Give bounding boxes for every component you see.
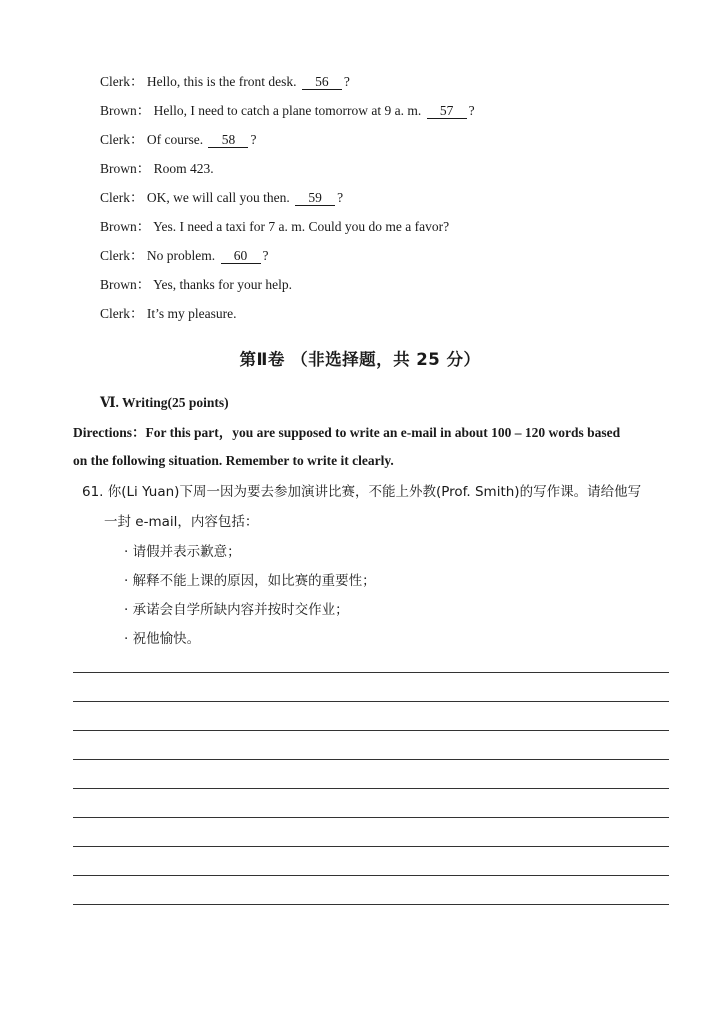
answer-line[interactable]	[73, 701, 669, 702]
line-text: Hello, this is the front desk.	[146, 74, 297, 89]
answer-line[interactable]	[73, 875, 669, 876]
answer-line[interactable]	[73, 788, 669, 789]
speaker: Brown：	[100, 219, 151, 234]
writing-heading: Ⅵ. Writing(25 points)	[100, 395, 229, 410]
answer-line[interactable]	[73, 817, 669, 818]
line-end: ?	[337, 190, 344, 205]
line-text: OK, we will call you then.	[146, 190, 290, 205]
task-point: · 解释不能上课的原因，如比赛的重要性；	[124, 573, 376, 589]
task-prompt-continued: 一封 e-mail，内容包括：	[104, 514, 259, 530]
answer-line[interactable]	[73, 759, 669, 760]
blank-60[interactable]: 60	[221, 248, 261, 264]
task-point: · 承诺会自学所缺内容并按时交作业；	[124, 602, 349, 618]
dialogue-line	[100, 160, 214, 178]
answer-line[interactable]	[73, 672, 669, 673]
speaker: Brown：	[100, 161, 151, 176]
line-text: No problem.	[146, 248, 216, 263]
answer-line[interactable]	[73, 846, 669, 847]
dialogue-line	[100, 276, 292, 294]
line-text: Room 423.	[153, 161, 214, 176]
line-end: ?	[250, 132, 257, 147]
line-end: ?	[468, 103, 475, 118]
dialogue-line	[100, 218, 449, 236]
answer-line[interactable]	[73, 730, 669, 731]
task-point: · 祝他愉快。	[124, 631, 201, 647]
blank-59[interactable]: 59	[295, 190, 335, 206]
blank-57[interactable]: 57	[427, 103, 467, 119]
dialogue-line	[100, 73, 350, 91]
directions-line-1: Directions：For this part，you are supposed to write an e-mail in about 100 – 120 words based	[73, 425, 621, 440]
section-title: 第Ⅱ卷 （非选择题，共 25 分）	[239, 350, 481, 369]
speaker: Clerk：	[100, 190, 144, 205]
speaker: Clerk：	[100, 248, 144, 263]
speaker: Clerk：	[100, 132, 144, 147]
line-end: ?	[343, 74, 350, 89]
line-text: Of course.	[146, 132, 204, 147]
blank-56[interactable]: 56	[302, 74, 342, 90]
dialogue-line	[100, 305, 236, 323]
line-end: ?	[262, 248, 269, 263]
task-point: · 请假并表示歉意；	[124, 544, 241, 560]
dialogue-line	[100, 189, 343, 207]
dialogue-line	[100, 102, 475, 120]
speaker: Brown：	[100, 277, 151, 292]
answer-line[interactable]	[73, 904, 669, 905]
line-text: Hello, I need to catch a plane tomorrow at 9 a. m.	[153, 103, 422, 118]
task-prompt: 61. 你(Li Yuan)下周一因为要去参加演讲比赛，不能上外教(Prof. Smith)的写作课。请给他写	[82, 484, 642, 500]
speaker: Clerk：	[100, 306, 144, 321]
line-text: Yes. I need a taxi for 7 a. m. Could you do me a favor?	[153, 219, 450, 234]
speaker: Clerk：	[100, 74, 144, 89]
blank-58[interactable]: 58	[208, 132, 248, 148]
directions-line-2: on the following situation. Remember to write it clearly.	[73, 453, 394, 468]
dialogue-line	[100, 131, 256, 149]
dialogue-line	[100, 247, 269, 265]
line-text: It’s my pleasure.	[146, 306, 237, 321]
speaker: Brown：	[100, 103, 151, 118]
line-text: Yes, thanks for your help.	[153, 277, 292, 292]
